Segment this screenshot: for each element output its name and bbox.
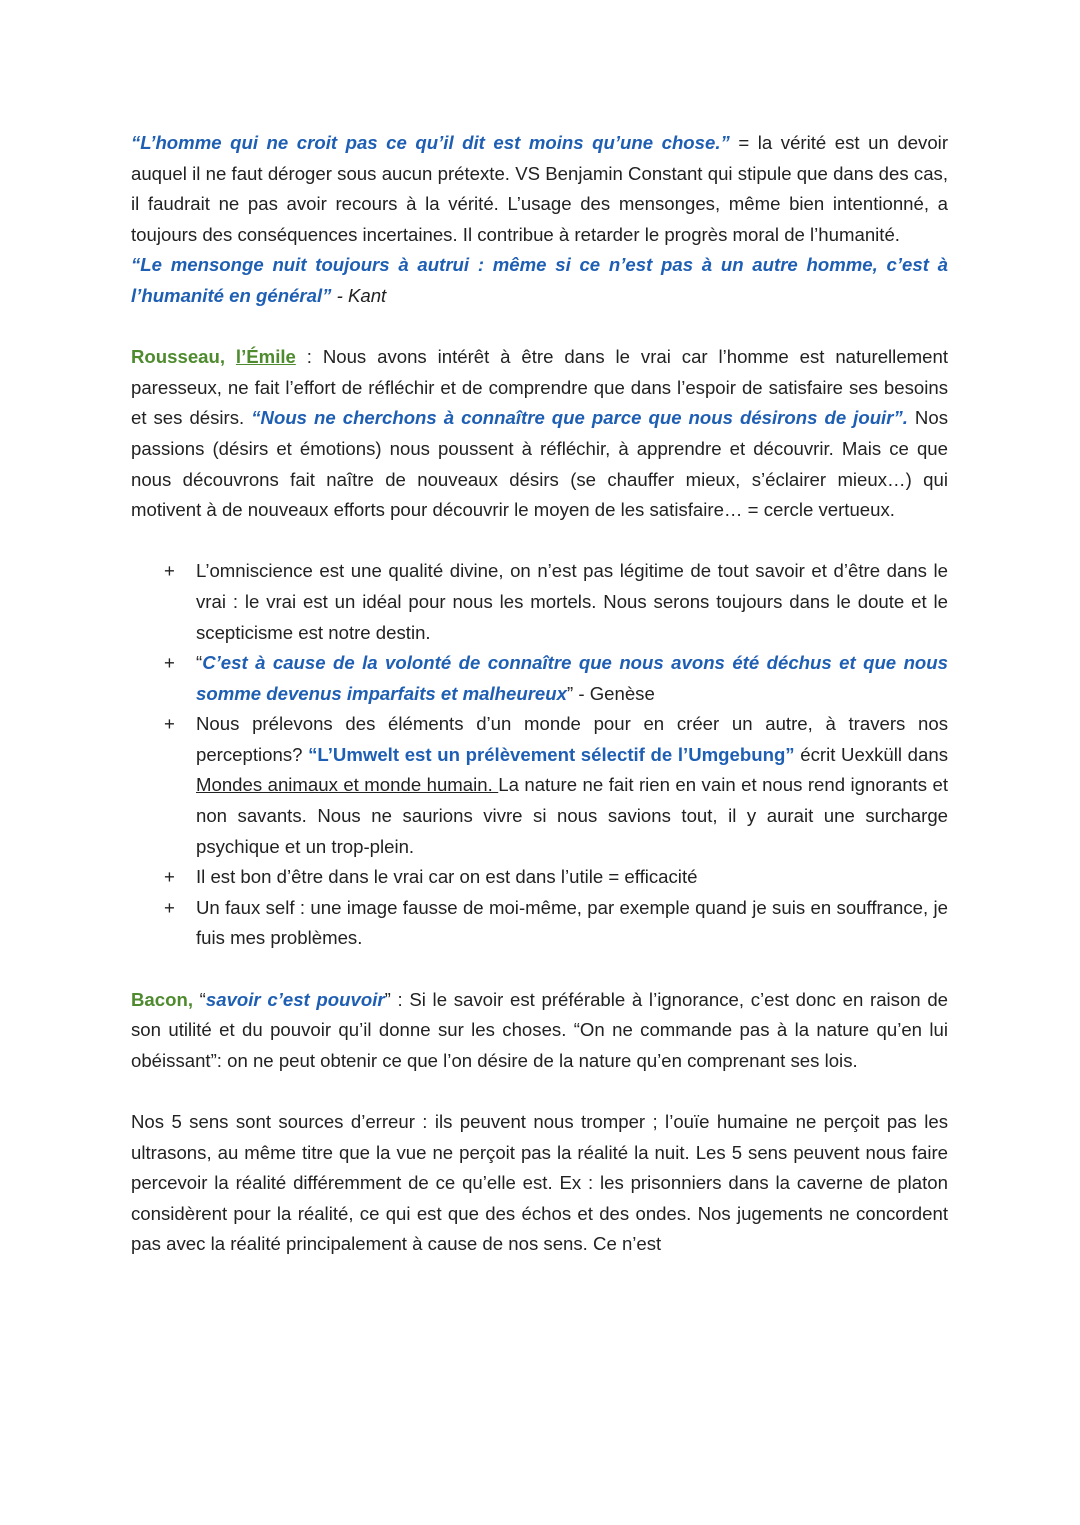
list-item — [131, 862, 948, 893]
list-item — [131, 648, 948, 709]
paragraph-text: “ — [193, 988, 206, 1010]
quote-rousseau: “Nous ne cherchons à connaître que parce que nous désirons de jouir”. — [251, 407, 908, 429]
list-item-text: Nous prélevons des éléments d’un monde pour en créer un autre, à travers nos perceptions? — [196, 713, 948, 765]
spacer — [131, 954, 948, 985]
plus-marker: + — [164, 713, 175, 735]
plus-marker: + — [164, 866, 175, 888]
work-title-uexkull: Mondes animaux et monde humain. — [196, 774, 499, 796]
plus-marker: + — [164, 652, 175, 674]
paragraph-text: Nos passions (désirs et émotions) nous poussent à réfléchir, à apprendre et découvrir. Mais ce que nous découvrons fait naître de nouveaux désirs (se chauffer mieux, s’éclairer mieux…) qui motivent à de nouveaux efforts pour découvrir le moyen de les satisfaire… = cercle vertueux. — [131, 407, 948, 521]
paragraph-text: = la vérité est un devoir auquel il ne faut déroger sous aucun prétexte. VS Benjamin Constant qui stipule que dans des cas, il faudrait ne pas avoir recours à la vérité. L’usage des mensonges, même bien intentionné, a toujours des conséquences incertaines. Il contribue à retarder le progrès moral de l’humanité. — [131, 132, 949, 245]
paragraph-text: Nos 5 sens sont sources d’erreur : ils peuvent nous tromper ; l’ouïe humaine ne perçoit pas les ultrasons, au même titre que la vue ne perçoit pas la réalité la nuit. Les 5 sens peuvent nous faire percevoir la réalité différemment de ce qu’elle est. Ex : les prisonniers dans la caverne de platon considèrent pour la réalité, ce qui est que des échos et des ondes. Nos jugements ne concordent pas avec la réalité principalement à cause de nos sens. Ce n’est — [131, 1111, 948, 1255]
quote-author: - Kant — [331, 284, 387, 306]
list-item-text: Il est bon d’être dans le vrai car on est dans l’utile = efficacité — [196, 866, 698, 888]
document-page — [131, 128, 948, 1260]
work-title-emile: l’Émile — [235, 346, 296, 368]
plus-marker: + — [164, 560, 175, 582]
author-bacon: Bacon, — [131, 988, 193, 1010]
paragraph-text: : Nous avons intérêt à être dans le vrai car l’homme est naturellement paresseux, ne fait l’effort de réfléchir et de comprendre que dans l’espoir de satisfaire ses besoins et ses désirs. — [131, 346, 948, 429]
list-item-text: ” - Genèse — [566, 682, 655, 704]
spacer — [131, 1076, 948, 1107]
list-item-text: “ — [196, 652, 203, 674]
list-item-text: Un faux self : une image fausse de moi-même, par exemple quand je suis en souffrance, je fuis mes problèmes. — [196, 896, 948, 949]
quote-kant-chose: “L’homme qui ne croit pas ce qu’il dit est moins qu’une chose.” — [131, 132, 730, 153]
plus-list — [131, 556, 948, 954]
quote-uexkull: “L’Umwelt est un prélèvement sélectif de l’Umgebung” — [308, 743, 795, 765]
paragraph-kant-truth — [131, 128, 948, 250]
quote-genese: C’est à cause de la volonté de connaître que nous avons été déchus et que nous somme devenus imparfaits et malheureux — [196, 652, 948, 704]
list-item-text: L’omniscience est une qualité divine, on n’est pas légitime de tout savoir et d’être dans le vrai : le vrai est un idéal pour nous les mortels. Nous serons toujours dans le doute et le scepticisme est notre destin. — [196, 560, 948, 643]
paragraph-kant-lie — [131, 250, 948, 311]
list-item-text: écrit Uexküll dans — [794, 743, 948, 765]
paragraph-rousseau — [131, 342, 948, 526]
list-item — [131, 556, 948, 648]
plus-marker: + — [164, 896, 175, 918]
list-item-text: La nature ne fait rien en vain et nous rend ignorants et non savants. Nous ne saurions vivre si nous savions tout, il y aurait une surcharge psychique et un trop-plein. — [196, 774, 948, 857]
list-item — [131, 893, 948, 954]
quote-bacon: savoir c’est pouvoir — [205, 988, 385, 1010]
quote-kant-mensonge: “Le mensonge nuit toujours à autrui : même si ce n’est pas à un autre homme, c’est à l’humanité en général” — [131, 254, 948, 306]
paragraph-senses — [131, 1107, 948, 1260]
paragraph-text: ” : Si le savoir est préférable à l’ignorance, c’est donc en raison de son utilité et du pouvoir qu’il donne sur les choses. “On ne commande pas à la nature qu’en lui obéissant”: on ne peut obtenir ce que l’on désire de la nature qu’en comprenant ses lois. — [131, 988, 949, 1071]
spacer — [131, 312, 948, 343]
paragraph-bacon — [131, 985, 948, 1077]
spacer — [131, 526, 948, 557]
author-rousseau: Rousseau, — [131, 346, 226, 368]
list-item — [131, 709, 948, 862]
